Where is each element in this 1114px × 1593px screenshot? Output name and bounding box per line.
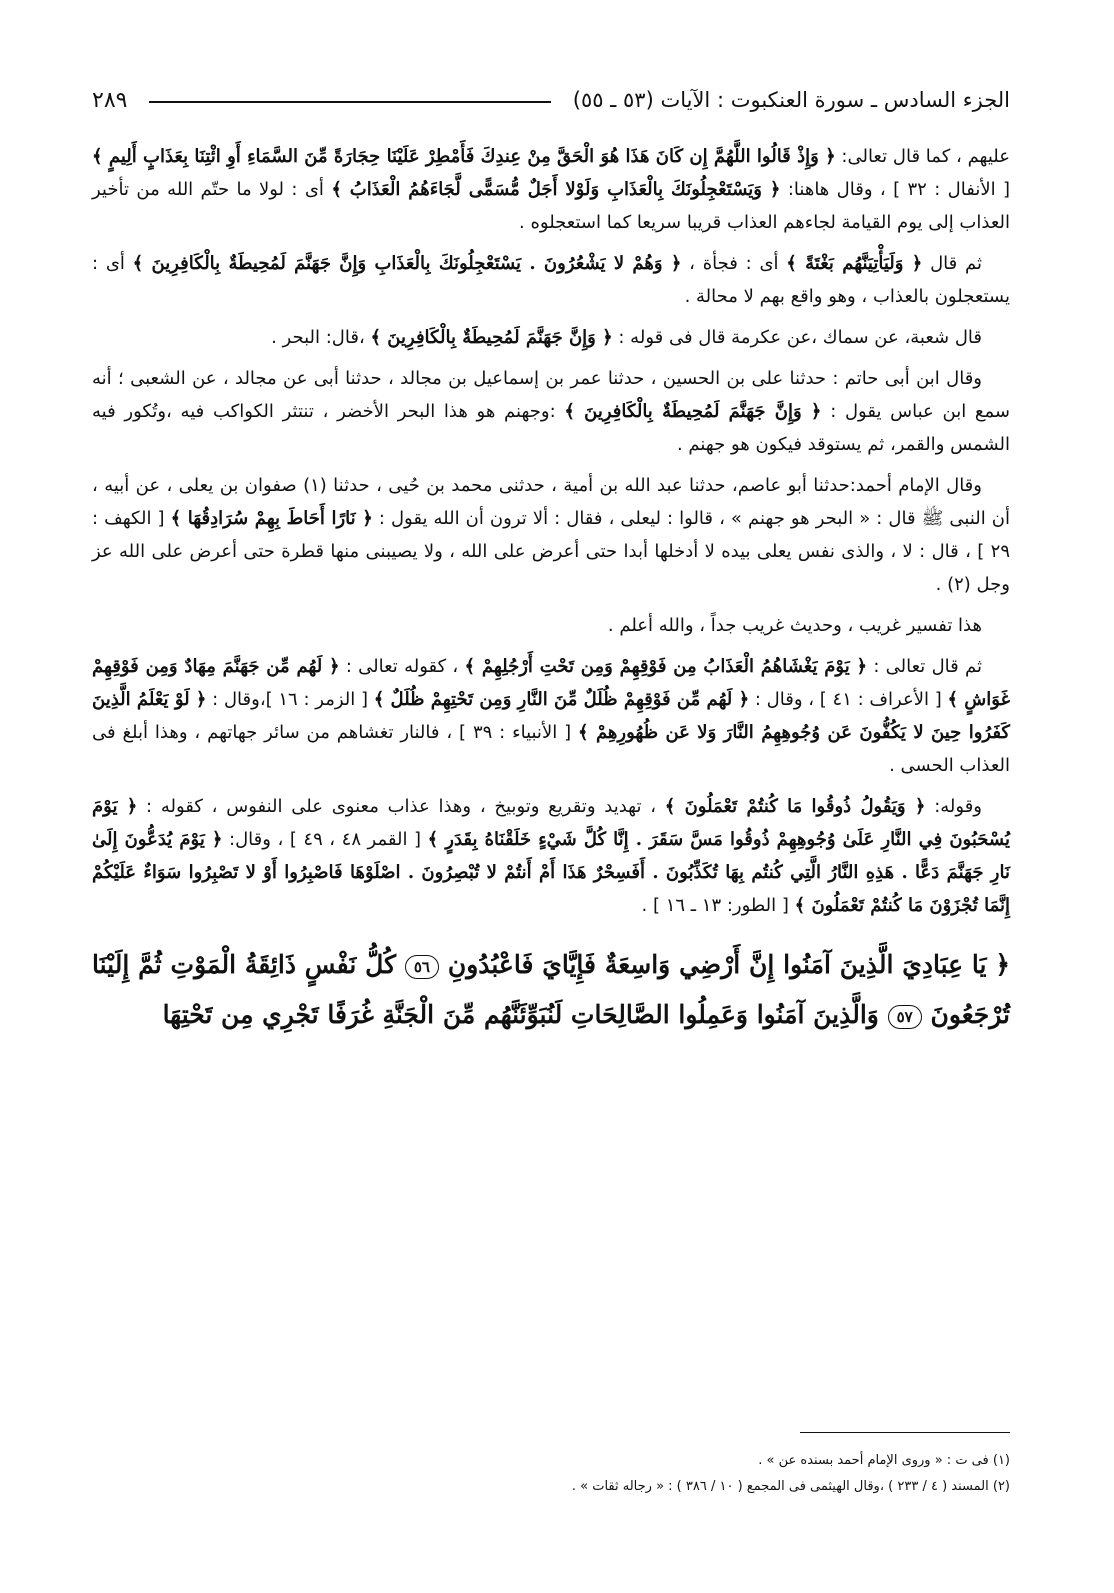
header-title: الجزء السادس ـ سورة العنكبوت : الآيات (٥٣ ـ ٥٥) — [572, 88, 1010, 112]
commentary-text: وقال ابن أبى حاتم : حدثنا على بن الحسين ، حدثنا عمر بن إسماعيل بن مجالد ، حدثنا أبى عن مجالد ، عن الشعبى ؛ أنه سمع ابن عباس يقول : — [92, 368, 1010, 422]
quran-quote: ﴿ وَهُمْ لا يَشْعُرُونَ . يَسْتَعْجِلُونَكَ بِالْعَذَابِ وَإِنَّ جَهَنَّمَ لَمُحِيطَةٌ بِالْكَافِرِينَ ﴾ — [132, 253, 682, 274]
commentary-paragraph — [92, 321, 1010, 354]
ayah-number-marker: ٥٧ — [888, 1005, 922, 1029]
commentary-text: أى : يستعجلون بالعذاب ، وهو واقع بهم لا محالة . — [92, 253, 1010, 307]
verse-text: وَالَّذِينَ آمَنُوا وَعَمِلُوا الصَّالِحَاتِ لَنُبَوِّئَنَّهُم مِّنَ الْجَنَّةِ غُرَفًا تَجْرِي مِن تَحْتِهَا — [162, 1000, 879, 1029]
commentary-text: [ الطور: ١٣ ـ ١٦ ] . — [641, 895, 795, 916]
quran-quote: ﴿ وَإِنَّ جَهَنَّمَ لَمُحِيطَةٌ بِالْكَافِرِينَ ﴾ — [370, 327, 613, 348]
commentary-text: ، تهديد وتقريع وتوبيخ ، وهذا عذاب معنوى على النفوس ، كقوله : — [137, 796, 665, 817]
quran-quote: ﴿ يَوْمَ يُدَعُّونَ إِلَىٰ نَارِ جَهَنَّمَ دَعًّا . هَذِهِ النَّارُ الَّتِي كُنتُم بِهَا تُكَذِّبُونَ . أَفَسِحْرٌ هَذَا أَمْ أَنتُمْ لا تُبْصِرُونَ . اصْلَوْهَا فَاصْبِرُوا أَوْ لا تَصْبِرُوا سَوَاءٌ عَلَيْكُمْ إِنَّمَا تُجْزَوْنَ مَا كُنتُمْ تَعْمَلُونَ ﴾ — [92, 829, 1010, 916]
footnotes — [92, 1448, 1010, 1500]
quran-quote: ﴿ وَيَسْتَعْجِلُونَكَ بِالْعَذَابِ وَلَوْلا أَجَلٌ مُّسَمًّى لَّجَاءَهُمُ الْعَذَابُ ﴾ — [331, 179, 781, 200]
commentary-text: [ الأنبياء : ٣٩ ] ، فالنار تغشاهم من سائر جهاتهم ، وهذا أبلغ فى العذاب الحسى . — [92, 722, 1010, 776]
page-number: ٢٨٩ — [92, 87, 128, 113]
commentary-text: هذا تفسير غريب ، وحديث غريب جداً ، والله أعلم . — [607, 615, 982, 636]
commentary-paragraph — [92, 790, 1010, 922]
commentary-paragraph — [92, 609, 1010, 642]
commentary-paragraph — [92, 469, 1010, 601]
quran-quote: ﴿ لَهُم مِّن جَهَنَّمَ مِهَادٌ وَمِن فَوْقِهِمْ غَوَاشٍ ﴾ — [92, 656, 1010, 710]
header-rule — [149, 101, 550, 103]
commentary-paragraph — [92, 362, 1010, 461]
quran-verse-block — [92, 940, 1010, 1040]
commentary-paragraph — [92, 650, 1010, 782]
commentary-text: قال شعبة، عن سماك ،عن عكرمة قال فى قوله : — [612, 327, 982, 348]
commentary-text: [ الأنفال : ٣٢ ] ، وقال هاهنا: — [780, 179, 1011, 200]
commentary-text: [ الأعراف : ٤١ ] ، وقال : — [749, 689, 948, 710]
ayah-number-marker: ٥٦ — [405, 955, 439, 979]
quran-quote: ﴿ وَلَيَأْتِيَنَّهُم بَغْتَةً ﴾ — [786, 253, 923, 274]
commentary-text: ، كقوله تعالى : — [339, 656, 465, 677]
quran-quote: ﴿ يَوْمَ يُسْحَبُونَ فِي النَّارِ عَلَىٰ وُجُوهِهِمْ ذُوقُوا مَسَّ سَقَرَ . إِنَّا كُلَّ شَيْءٍ خَلَقْنَاهُ بِقَدَرٍ ﴾ — [92, 796, 1010, 850]
running-header — [92, 80, 1010, 120]
verse-text: ﴿ يَا عِبَادِيَ الَّذِينَ آمَنُوا إِنَّ أَرْضِي وَاسِعَةٌ فَإِيَّايَ فَاعْبُدُونِ — [447, 950, 1010, 979]
commentary-paragraph — [92, 140, 1010, 239]
commentary-text: أى : لولا ما حتّم الله من تأخير العذاب إلى يوم القيامة لجاءهم العذاب قريبا سريعا كما استعجلوه . — [92, 179, 1010, 233]
book-page — [92, 80, 1010, 1560]
quran-quote: ﴿ وَيَقُولُ ذُوقُوا مَا كُنتُمْ تَعْمَلُونَ ﴾ — [664, 796, 926, 817]
commentary-text: وقال الإمام أحمد:حدثنا أبو عاصم، حدثنا عبد الله بن أمية ، حدثنى محمد بن حُيى ، حدثنا (١) صفوان بن يعلى ، عن أبيه ، أن النبى ﷺ قال : « البحر هو جهنم » ، قالوا : ليعلى ، فقال : ألا ترون أن الله يقول : — [92, 475, 1011, 529]
commentary-body — [92, 140, 1010, 922]
quran-quote: ﴿ نَارًا أَحَاطَ بِهِمْ سُرَادِقُهَا ﴾ — [170, 508, 373, 529]
commentary-text: وقوله: — [925, 796, 982, 817]
commentary-text: ثم قال تعالى : — [867, 656, 982, 677]
commentary-paragraph — [92, 247, 1010, 313]
footnote: (١) فى ت : « وروى الإمام أحمد بسنده عن » . — [758, 1453, 1010, 1468]
quran-quote: ﴿ لَهُم مِّن فَوْقِهِمْ ظُلَلٌ مِّنَ النَّارِ وَمِن تَحْتِهِمْ ظُلَلٌ ﴾ — [373, 689, 750, 710]
commentary-text: [ القمر ٤٨ ، ٤٩ ] ، وقال: — [222, 829, 428, 850]
quran-quote: ﴿ لَوْ يَعْلَمُ الَّذِينَ كَفَرُوا حِينَ لا يَكُفُّونَ عَن وُجُوهِهِمُ النَّارَ وَلا عَن ظُهُورِهِمْ ﴾ — [92, 689, 1011, 743]
footnote-rule — [800, 1432, 1010, 1433]
verse-text: كُلُّ نَفْسٍ ذَائِقَةُ الْمَوْتِ ثُمَّ إِلَيْنَا تُرْجَعُونَ — [92, 950, 1010, 1029]
commentary-text: [ الزمر : ١٦ ]،وقال : — [206, 689, 374, 710]
commentary-text: :وجهنم هو هذا البحر الأخضر ، تنتثر الكواكب فيه ،وتُكور فيه الشمس والقمر، ثم يستوقد فيكون هو جهنم . — [92, 401, 1010, 455]
commentary-text: أى : فجأة ، — [681, 253, 787, 274]
commentary-text: عليهم ، كما قال تعالى: — [835, 146, 1010, 167]
commentary-text: [ الكهف : ٢٩ ] ، قال : لا ، والذى نفس يعلى بيده لا أدخلها أبدا حتى أعرض على الله ، ولا يصيبنى منها قطرة حتى أعرض على الله عز وجل (٢) . — [92, 508, 1010, 595]
commentary-text: ثم قال — [922, 253, 982, 274]
footnote: (٢) المسند ( ٤ / ٢٣٣ ) ،وقال الهيثمى فى المجمع ( ١٠ / ٣٨٦ ) : « رجاله ثقات » . — [571, 1479, 1010, 1494]
commentary-text: ،قال: البحر . — [271, 327, 371, 348]
quran-quote: ﴿ وَإِذْ قَالُوا اللَّهُمَّ إِن كَانَ هَذَا هُوَ الْحَقَّ مِنْ عِندِكَ فَأَمْطِرْ عَلَيْنَا حِجَارَةً مِّنَ السَّمَاءِ أَوِ ائْتِنَا بِعَذَابٍ أَلِيمٍ ﴾ — [92, 146, 836, 167]
quran-quote: ﴿ يَوْمَ يَغْشَاهُمُ الْعَذَابُ مِن فَوْقِهِمْ وَمِن تَحْتِ أَرْجُلِهِمْ ﴾ — [464, 656, 868, 677]
quran-quote: ﴿ وَإِنَّ جَهَنَّمَ لَمُحِيطَةٌ بِالْكَافِرِينَ ﴾ — [564, 401, 822, 422]
